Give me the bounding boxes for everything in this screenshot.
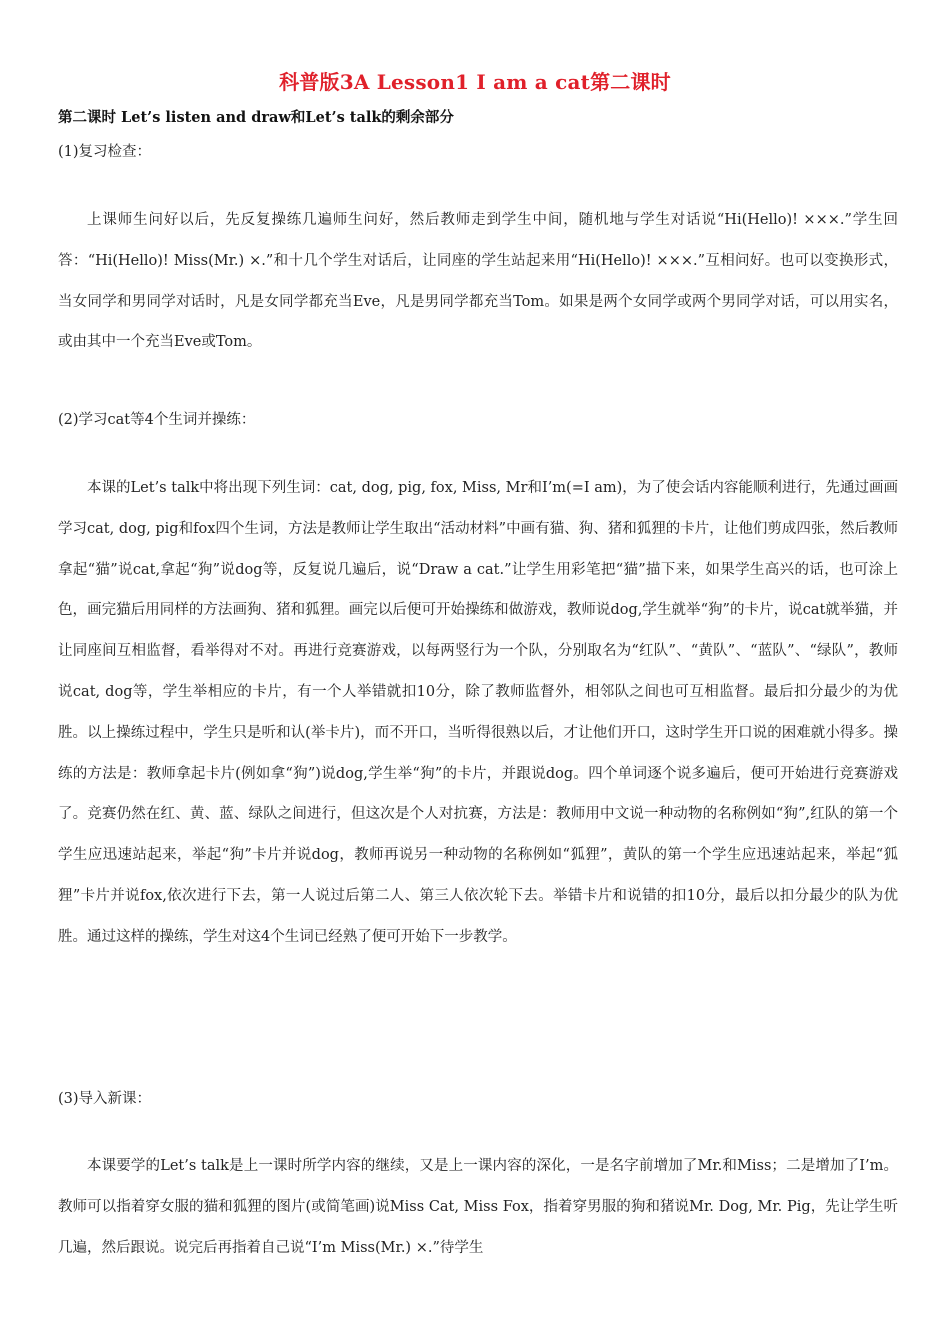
section-heading-review: (1)复习检查： (58, 144, 152, 160)
section-heading-new-lesson: (3)导入新课： (58, 1091, 152, 1107)
document-title: 科普版3A Lesson1 I am a cat第二课时 (279, 70, 671, 94)
lesson-subtitle: 第二课时 Let’s listen and draw和Let’s talk的剩余部分 (58, 109, 454, 126)
section-paragraph-new-words: 本课的Let’s talk中将出现下列生词：cat, dog, pig, fox, Miss, Mr和I’m(=I am)，为了使会话内容能顺利进行，先通过画画学习cat, dog, pig和fox四个生词，方法是教师让学生取出“活动材料”中画有猫、狗、猪和狐狸的卡片，让他们剪成四张，然后教师拿起“猫”说cat,拿起“狗”说dog等，反复说几遍后，说“Draw a cat.”让学生用彩笔把“猫”描下来，如果学生高兴的话，也可涂上色，画完猫后用同样的方法画狗、猪和狐狸。画完以后便可开始操练和做游戏，教师说dog,学生就举“狗”的卡片，说cat就举猫，并让同座间互相监督，看举得对不对。再进行竞赛游戏，以每两竖行为一个队，分别取名为“红队”、“黄队”、“蓝队”、“绿队”，教师说cat, dog等，学生举相应的卡片，有一个人举错就扣10分，除了教师监督外，相邻队之间也可互相监督。最后扣分最少的为优胜。以上操练过程中，学生只是听和认(举卡片)，而不开口，当听得很熟以后，才让他们开口，这时学生开口说的困难就小得多。操练的方法是：教师拿起卡片(例如拿“狗”)说dog,学生举“狗”的卡片，并跟说dog。四个单词逐个说多遍后，便可开始进行竞赛游戏了。竞赛仍然在红、黄、蓝、绿队之间进行，但这次是个人对抗赛，方法是：教师用中文说一种动物的名称例如“狗”,红队的第一个学生应迅速站起来，举起“狗”卡片并说dog，教师再说另一种动物的名称例如“狐狸”，黄队的第一个学生应迅速站起来，举起“狐狸”卡片并说fox,依次进行下去，第一人说过后第二人、第三人依次轮下去。举错卡片和说错的扣10分，最后以扣分最少的队为优胜。通过这样的操练，学生对这4个生词已经熟了便可开始下一步教学。 (58, 480, 898, 945)
section-heading-new-words: (2)学习cat等4个生词并操练： (58, 412, 256, 428)
section-paragraph-review: 上课师生问好以后，先反复操练几遍师生问好，然后教师走到学生中间，随机地与学生对话说“Hi(Hello)! ×××.”学生回答：“Hi(Hello)! Miss(Mr.) ×.”和十几个学生对话后，让同座的学生站起来用“Hi(Hello)! ×××.”互相问好。也可以变换形式，当女同学和男同学对话时，凡是女同学都充当Eve，凡是男同学都充当Tom。如果是两个女同学或两个男同学对话，可以用实名，或由其中一个充当Eve或Tom。 (58, 212, 898, 351)
section-paragraph-new-lesson: 本课要学的Let’s talk是上一课时所学内容的继续，又是上一课内容的深化，一是名字前增加了Mr.和Miss；二是增加了I’m。教师可以指着穿女服的猫和狐狸的图片(或简笔画)说Miss Cat, Miss Fox，指着穿男服的狗和猪说Mr. Dog, Mr. Pig，先让学生听几遍，然后跟说。说完后再指着自己说“I’m Miss(Mr.) ×.”待学生 (58, 1158, 898, 1256)
